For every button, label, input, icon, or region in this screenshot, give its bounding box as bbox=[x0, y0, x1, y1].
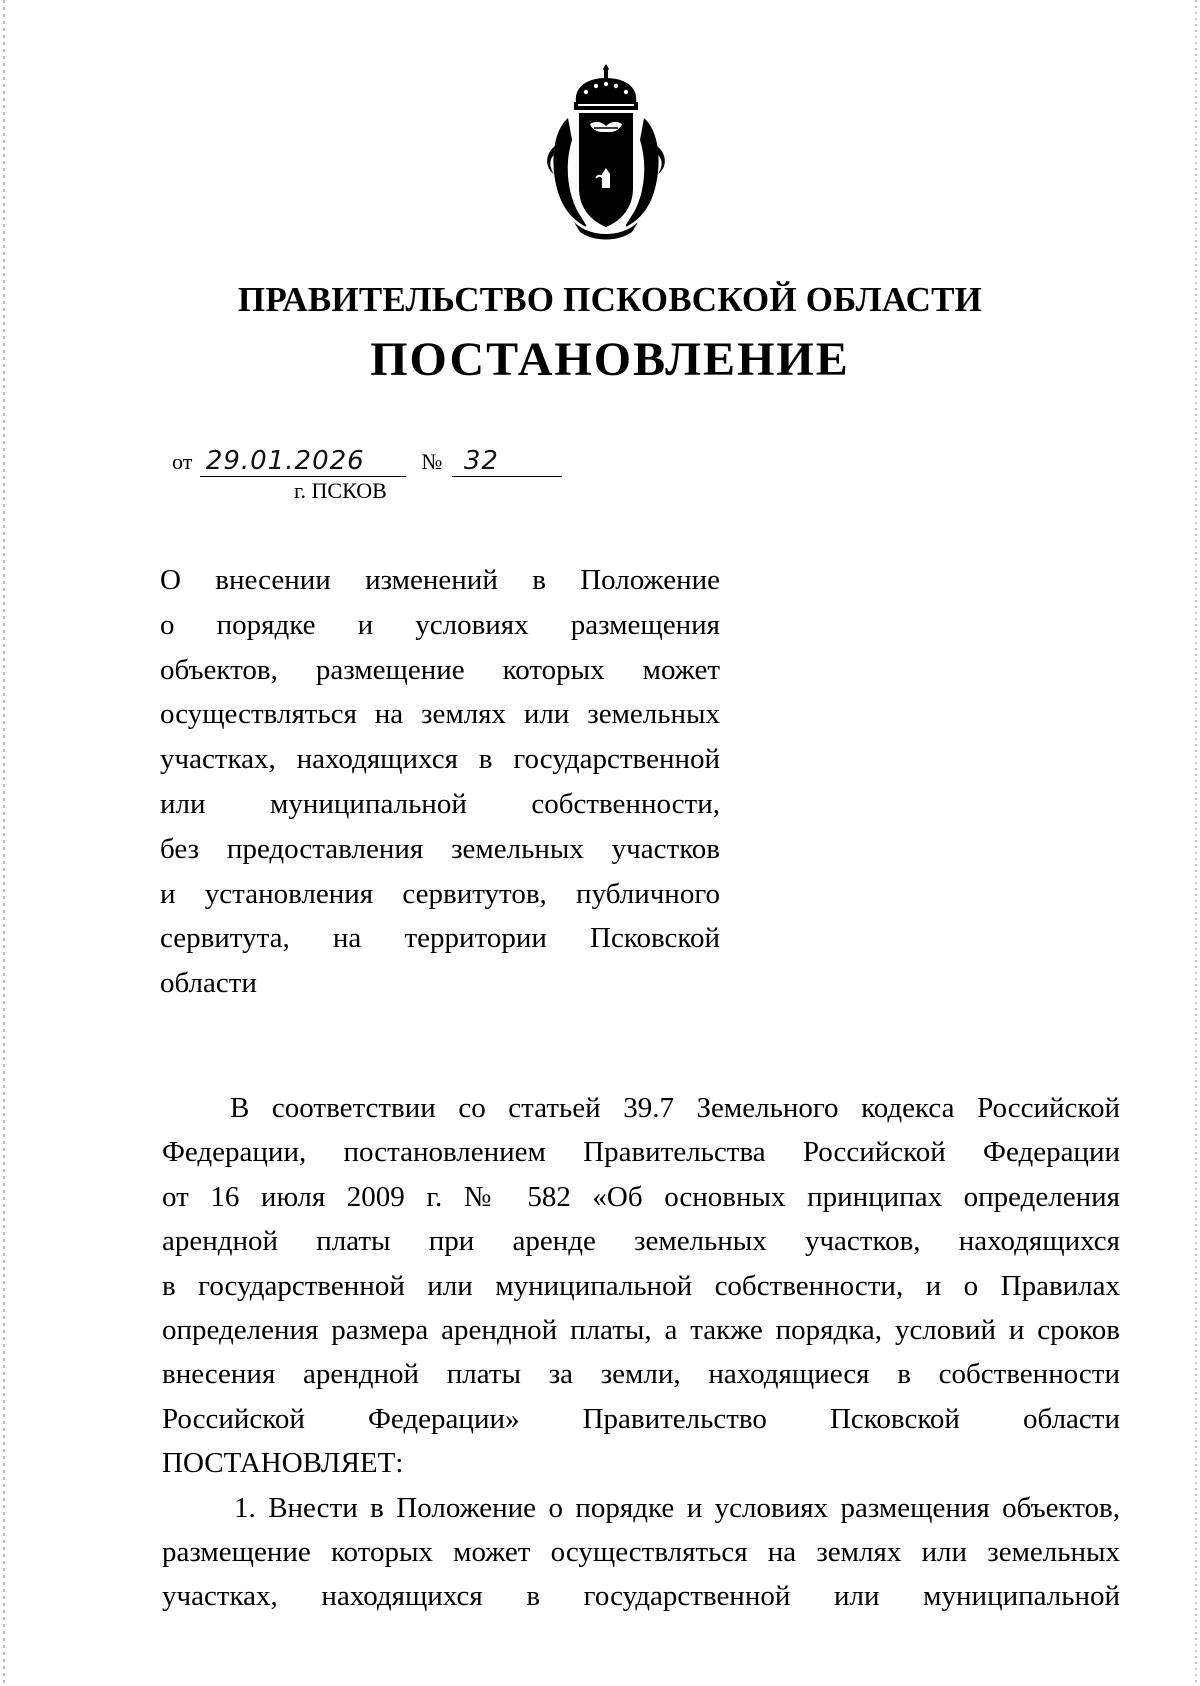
body-line: в государственной или муниципальной собственности, и о Правилах bbox=[162, 1269, 1120, 1302]
coat-of-arms-emblem bbox=[534, 62, 678, 240]
subject-line: сервитута, на территории Псковской bbox=[160, 922, 720, 955]
body-line: В соответствии со статьей 39.7 Земельного кодекса Российской bbox=[230, 1092, 1120, 1124]
subject-line: участках, находящихся в государственной bbox=[160, 743, 720, 776]
body-line-resolves: ПОСТАНОВЛЯЕТ: bbox=[162, 1447, 404, 1480]
body-line: внесения арендной платы за земли, находящиеся в собственности bbox=[162, 1358, 1120, 1391]
body-line: Российской Федерации» Правительство Псковской области bbox=[162, 1402, 1120, 1435]
body-line: размещение которых может осуществляться на землях или земельных bbox=[162, 1535, 1120, 1568]
document-body bbox=[162, 1086, 1120, 1619]
subject-line: О внесении изменений в Положение bbox=[160, 564, 720, 596]
subject-line: без предоставления земельных участков bbox=[160, 832, 720, 865]
body-line: участках, находящихся в государственной или муниципальной bbox=[162, 1580, 1120, 1613]
document-number: 32 bbox=[452, 446, 562, 477]
subject-line: и установления сервитутов, публичного bbox=[160, 877, 720, 910]
document-type-title: ПОСТАНОВЛЕНИЕ bbox=[370, 333, 850, 386]
date-prefix: от bbox=[172, 449, 193, 474]
document-meta-line bbox=[172, 446, 562, 478]
document-subject bbox=[160, 558, 720, 1006]
body-line: Федерации, постановлением Правительства Российской Федерации bbox=[162, 1136, 1120, 1169]
subject-line: осуществляться на землях или земельных bbox=[160, 698, 720, 731]
scan-edge-right bbox=[1195, 0, 1197, 1686]
body-line: 1. Внести в Положение о порядке и условиях размещения объектов, bbox=[234, 1491, 1120, 1524]
number-prefix: № bbox=[421, 449, 443, 474]
subject-line: о порядке и условиях размещения bbox=[160, 608, 720, 641]
body-line: определения размера арендной платы, а также порядка, условий и сроков bbox=[162, 1313, 1120, 1346]
subject-line: объектов, размещение которых может bbox=[160, 653, 720, 686]
scan-edge-left bbox=[3, 0, 5, 1686]
subject-line: области bbox=[160, 967, 257, 1000]
body-line: от 16 июля 2009 г. № 582 «Об основных принципах определения bbox=[162, 1180, 1120, 1213]
subject-line: или муниципальной собственности, bbox=[160, 787, 720, 820]
document-date: 29.01.2026 bbox=[200, 446, 406, 477]
government-title: ПРАВИТЕЛЬСТВО ПСКОВСКОЙ ОБЛАСТИ bbox=[237, 280, 983, 319]
document-city: г. ПСКОВ bbox=[294, 478, 387, 503]
body-line: арендной платы при аренде земельных участков, находящихся bbox=[162, 1225, 1120, 1258]
